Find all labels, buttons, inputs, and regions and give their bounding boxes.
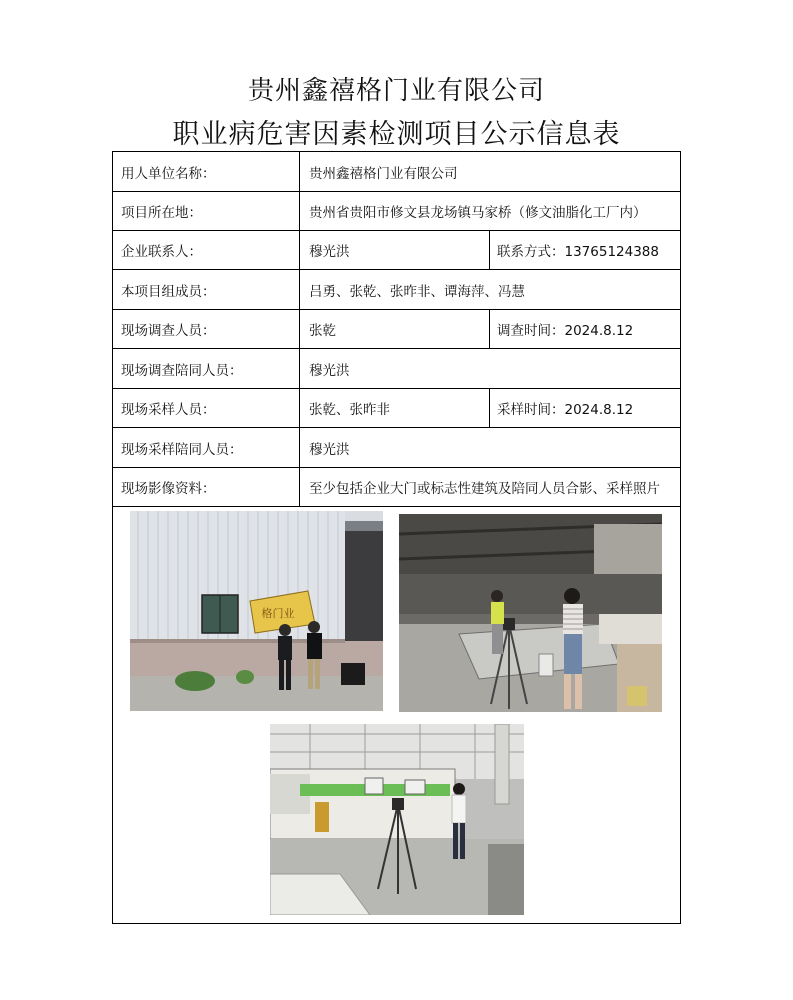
table-row — [113, 388, 680, 428]
row-label: 现场调查陪同人员： — [113, 349, 300, 388]
row-extra: 调查时间：2024.8.12 — [497, 322, 634, 339]
row-value: 至少包括企业大门或标志性建筑及陪同人员合影、采样照片 — [309, 480, 660, 497]
company-title: 贵州鑫禧格门业有限公司 — [247, 76, 545, 106]
row-value: 穆光洪 — [309, 441, 350, 458]
row-value: 张乾、张昨非 — [300, 388, 490, 427]
row-label: 项目所在地： — [113, 191, 300, 230]
table-row — [113, 230, 680, 270]
row-value: 穆光洪 — [300, 230, 490, 269]
row-label: 现场采样陪同人员： — [113, 428, 300, 467]
row-label: 企业联系人： — [113, 230, 300, 269]
row-label: 用人单位名称： — [113, 152, 300, 191]
row-extra: 采样时间：2024.8.12 — [497, 401, 634, 418]
table-row — [113, 309, 680, 349]
table-row — [113, 191, 680, 231]
photo-workshop-sampling — [399, 514, 662, 712]
row-value: 贵州鑫禧格门业有限公司 — [309, 165, 458, 182]
row-extra: 联系方式：13765124388 — [497, 243, 659, 260]
gate-sign-text: 格门业 — [261, 607, 295, 620]
row-value: 贵州省贵阳市修文县龙场镇马家桥（修文油脂化工厂内） — [309, 204, 647, 221]
table-row — [113, 428, 680, 468]
table-row — [113, 270, 680, 310]
table-row — [113, 349, 680, 389]
table-row — [113, 467, 680, 507]
info-table — [112, 151, 681, 924]
photo-gate-group — [130, 511, 383, 711]
row-value: 穆光洪 — [309, 362, 350, 379]
row-label: 现场影像资料： — [113, 467, 300, 506]
row-value: 张乾 — [300, 309, 490, 348]
row-label: 现场调查人员： — [113, 309, 300, 348]
row-label: 本项目组成员： — [113, 270, 300, 309]
form-title: 职业病危害因素检测项目公示信息表 — [172, 119, 621, 150]
row-label: 现场采样人员： — [113, 388, 300, 427]
row-value: 吕勇、张乾、张昨非、谭海萍、冯慧 — [309, 283, 525, 300]
table-row — [113, 152, 680, 192]
photo-machine-sampling — [270, 724, 524, 915]
